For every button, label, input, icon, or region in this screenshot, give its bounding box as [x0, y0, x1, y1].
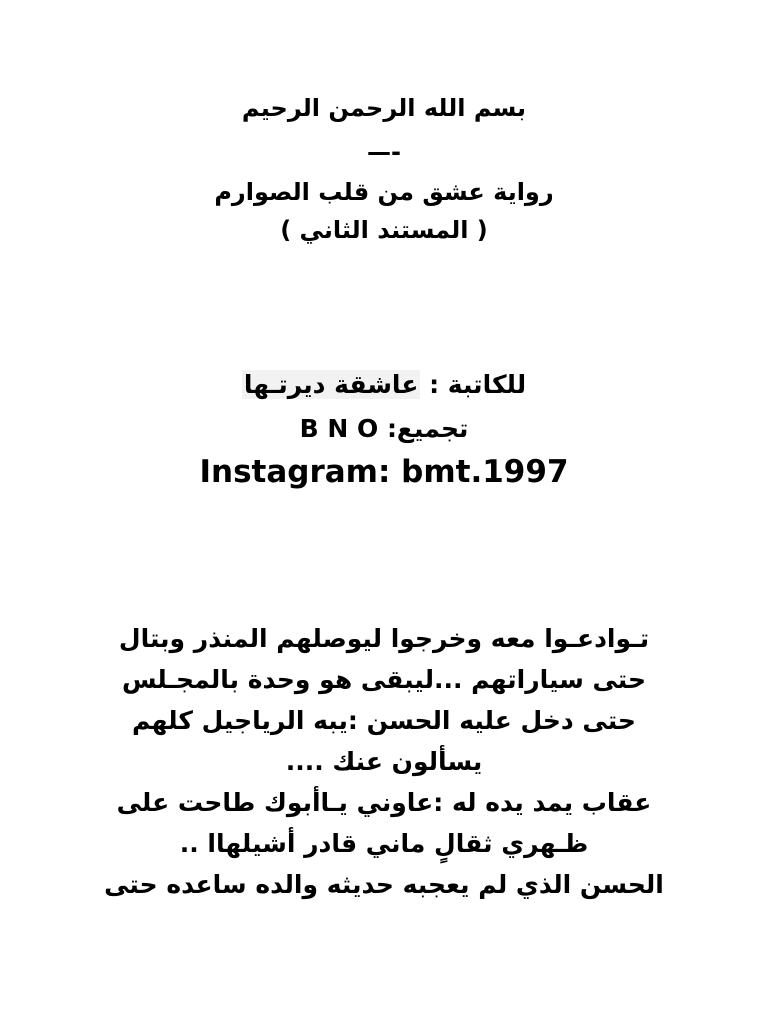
- body-line-4: يسألون عنك ....: [285, 747, 483, 776]
- basmala: بسم الله الرحمن الرحيم: [241, 94, 527, 122]
- author-line: [0, 370, 768, 399]
- novel-title: رواية عشق من قلب الصوارم: [214, 178, 554, 206]
- body-line-6: ظـهري ثقالٍ ماني قادر أشيلهاا ..: [179, 829, 589, 858]
- instagram-line: Instagram: bmt.1997: [199, 454, 569, 490]
- body-line-1: تـوادعـوا معه وخرجوا ليوصلهم المنذر وبتال: [118, 624, 650, 653]
- author-name: عاشقة ديرتـها: [243, 370, 419, 399]
- author-label: للكاتبة :: [429, 370, 527, 399]
- body-line-7: الحسن الذي لم يعجبه حديثه والده ساعده حتى: [104, 870, 664, 899]
- title-separator-dash: —-: [367, 138, 401, 166]
- body-line-2: حتى سياراتهم ...ليبقى هو وحدة بالمجـلس: [121, 665, 647, 694]
- body-line-3: حتى دخل عليه الحسن :يبه الرياجيل كلهم: [132, 706, 636, 735]
- document-part-label: ( المستند الثاني ): [280, 216, 488, 244]
- body-line-5: عقاب يمد يده له :عاوني يـاأبوك طاحت على: [116, 788, 652, 817]
- compiler-line: تجميع: B N O: [299, 414, 469, 443]
